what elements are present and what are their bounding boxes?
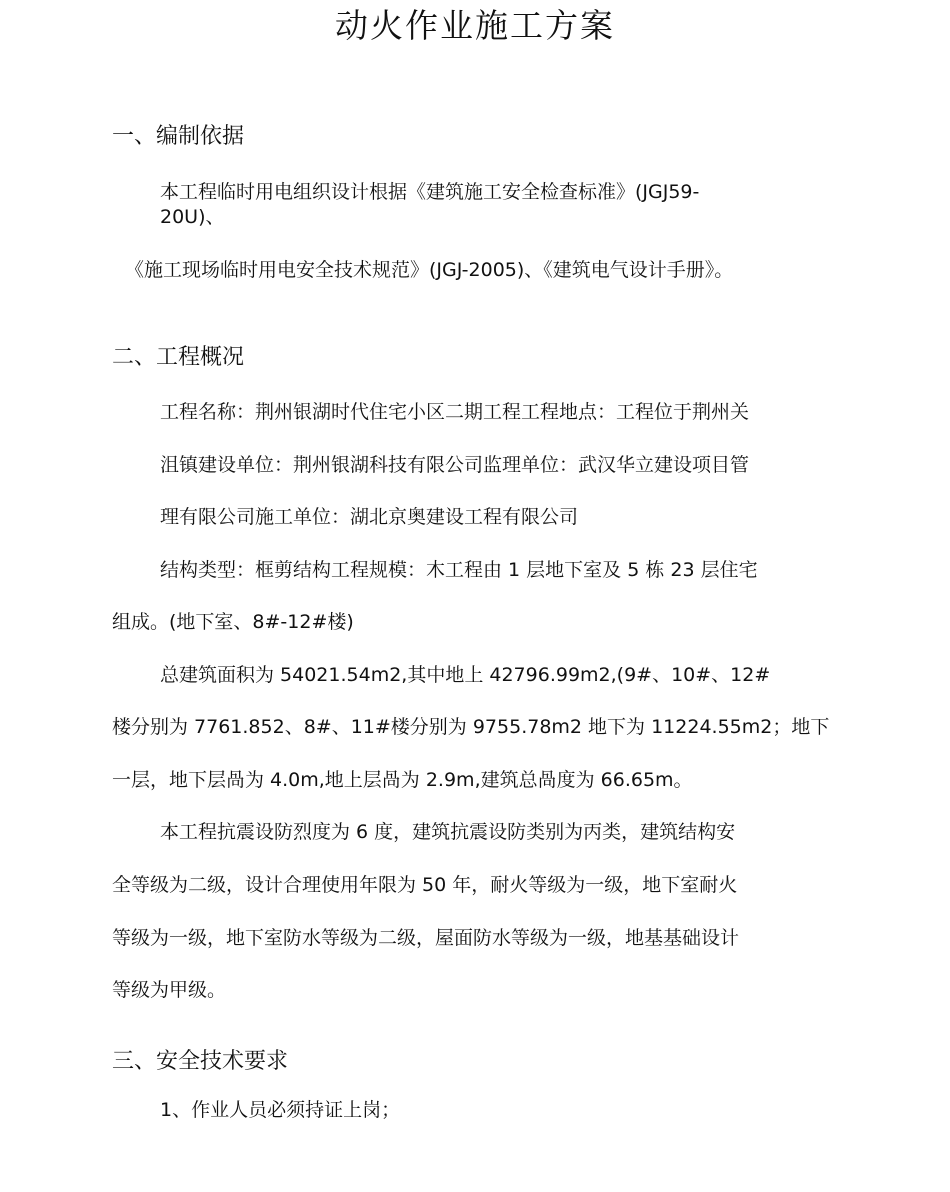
paragraph-line: 1、作业人员必须持证上岗； (160, 1099, 401, 1121)
document-title: 动火作业施工方案 (335, 6, 615, 45)
paragraph-line: 等级为甲级。 (112, 979, 227, 1001)
paragraph-line: 理有限公司施工单位：湖北京奥建设工程有限公司 (160, 506, 579, 528)
section-heading-overview: 二、工程概况 (112, 345, 245, 370)
paragraph-line: 等级为一级，地下室防水等级为二级，屋面防水等级为一级，地基基础设计 (112, 927, 740, 949)
paragraph-line: 本工程抗震设防烈度为 6 度，建筑抗震设防类别为丙类，建筑结构安 (160, 821, 736, 843)
paragraph-line: 楼分别为 7761.852、8#、11#楼分别为 9755.78m2 地下为 11224.55m2；地下 (112, 716, 830, 738)
paragraph-line: 《施工现场临时用电安全技术规范》(JGJ-2005)、《建筑电气设计手册》。 (125, 259, 734, 281)
paragraph-line: 总建筑面积为 54021.54m2,其中地上 42796.99m2,(9#、10#、12# (160, 664, 771, 686)
paragraph-line: 结构类型：框剪结构工程规模：木工程由 1 层地下室及 5 栋 23 层住宅 (160, 559, 758, 581)
paragraph-line: 一层，地下层咼为 4.0m,地上层咼为 2.9m,建筑总咼度为 66.65m。 (112, 769, 693, 791)
paragraph-line: 工程名称：荆州银湖时代住宅小区二期工程工程地点：工程位于荆州关 (160, 401, 750, 423)
paragraph-line: 20U)、 (160, 206, 225, 228)
section-heading-basis: 一、编制依据 (112, 124, 245, 149)
paragraph-line: 组成。(地下室、8#-12#楼) (112, 611, 354, 633)
paragraph-line: 本工程临时用电组织设计根据《建筑施工安全检查标准》(JGJ59- (160, 181, 700, 203)
section-heading-safety: 三、安全技术要求 (112, 1049, 289, 1074)
paragraph-line: 沮镇建设单位：荆州银湖科技有限公司监理单位：武汉华立建设项目管 (160, 454, 750, 476)
paragraph-line: 全等级为二级，设计合理使用年限为 50 年，耐火等级为一级，地下室耐火 (112, 874, 738, 896)
